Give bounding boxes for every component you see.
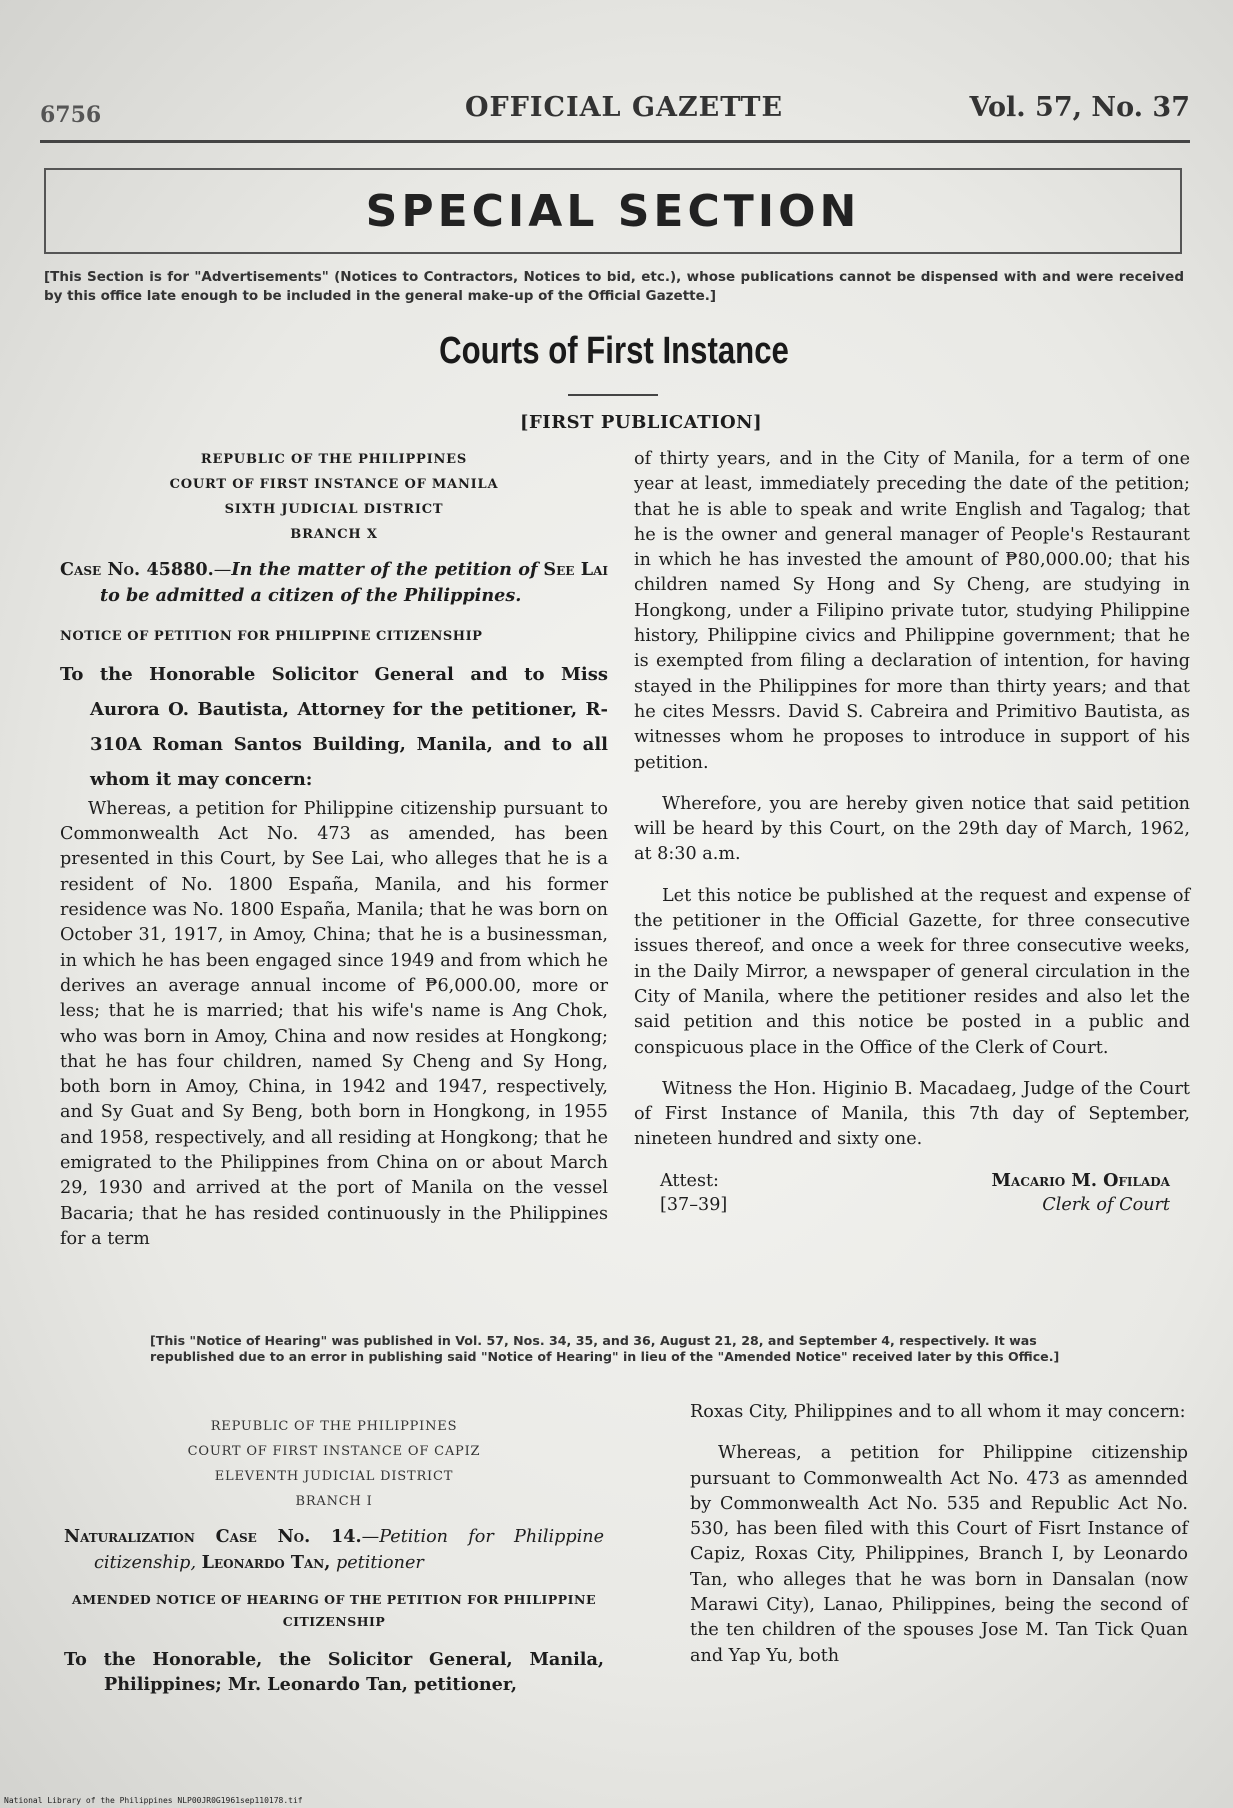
notice-title: AMENDED NOTICE OF HEARING OF THE PETITION FOR PHILIPPINE CITIZENSHIP <box>72 1591 596 1629</box>
court-line: REPUBLIC OF THE PHILIPPINES <box>200 452 468 467</box>
notice2-left-column <box>64 1414 604 1697</box>
court-line: REPUBLIC OF THE PHILIPPINES <box>210 1419 458 1434</box>
notice2-right-column <box>690 1400 1188 1669</box>
hearing-notice: Wherefore, you are hereby given notice that said petition will be heard by this Court, on the 29th day of March, 1962, at 8:30 a.m. <box>634 793 1190 865</box>
signer-name: Macario M. Ofilada <box>991 1169 1170 1191</box>
petitioner-name: See Lai <box>543 559 608 580</box>
attestation <box>634 1169 1190 1219</box>
court-line: ELEVENTH JUDICIAL DISTRICT <box>214 1469 454 1484</box>
petition-body: Whereas, a petition for Philippine citizenship pursuant to Commonwealth Act No. 473 as amended, has been presented in this Court, by See Lai, who alleges that he is a resident of No. 1800 España, Manila, and his former residence was No. 1800 España, Manila; that he was born on October 31, 1917, in Amoy, China; that he is a businessman, in which he has been engaged since 1949 and from which he derives an average annual income of ₱6,000.00, more or less; that he is married; that his wife's name is Ang Chok, who was born in Amoy, China and now resides at Hongkong; that he has four children, named Sy Cheng and Sy Hong, both born in Amoy, China, in 1942 and 1947, respectively, and Sy Guat and Sy Beng, both born in Hongkong, in 1955 and 1958, respectively, and all residing at Hongkong; that he emigrated to the Philippines from China on or about March 29, 1930 and arrived at the port of Manila on the vessel Bacaria; that he has resided continuously in the Philippines for a term <box>60 798 608 1249</box>
case-label: Naturalization Case No. 14. <box>64 1526 362 1547</box>
page-number: 6756 <box>40 102 102 128</box>
special-section-note: [This Section is for "Advertisements" (Notices to Contractors, Notices to bid, etc.), whose publications cannot be dispensed with and were received by this office late enough to be included in the general make-up of the Official Gazette.] <box>44 269 1184 304</box>
case-heading: Naturalization Case No. 14.—Petition for Philippine citizenship, Leonardo Tan, petitioner <box>64 1526 604 1574</box>
special-section-box <box>44 168 1182 254</box>
scan-footer: National Library of the Philippines NLP00JR0G1961sep110178.tif <box>4 1796 303 1805</box>
court-line: SIXTH JUDICIAL DISTRICT <box>224 502 444 517</box>
header-rule <box>40 140 1190 143</box>
addressee: To the Honorable Solicitor General and to Miss Aurora O. Bautista, Attorney for the petitioner, R-310A Roman Santos Building, Manila, and to all whom it may concern: <box>60 663 608 790</box>
volume-label: Vol. 57, No. 37 <box>969 92 1190 123</box>
court-line: BRANCH I <box>295 1494 373 1509</box>
petition-body-cont: of thirty years, and in the City of Manila, for a term of one year at least, immediately preceding the date of the petition; that he is able to speak and write English and Tagalog; that he is the owner and general manager of People's Restaurant in which he has invested the amount of ₱80,000.00; that his children named Sy Hong and Sy Cheng, are studying in Hongkong, under a Filipino private tutor, studying Philippine history, Philippine civics and Philippine government; that he is exempted from filing a declaration of intention, for having stayed in the Philippines for more than thirty years; and that he cites Messrs. David S. Cabreira and Primitivo Bautista, as witnesses whom he proposes to introduce in support of his petition. <box>634 449 1190 773</box>
publication-title: OFFICIAL GAZETTE <box>465 92 784 123</box>
court-line: BRANCH X <box>290 527 378 542</box>
page-header <box>40 92 1190 132</box>
notice1-left-column <box>60 447 608 1252</box>
court-line: COURT OF FIRST INSTANCE OF MANILA <box>169 477 499 492</box>
case-heading: Case No. 45880.—In the matter of the petition of See Lai to be admitted a citizen of the Philippines. <box>60 559 608 607</box>
courts-heading: Courts of First Instance <box>439 330 789 372</box>
witness-statement: Witness the Hon. Higinio B. Macadaeg, Judge of the Court of First Instance of Manila, this 7th day of September, nineteen hundred and sixty one. <box>634 1078 1190 1150</box>
republication-note: [This "Notice of Hearing" was published in Vol. 57, Nos. 34, 35, and 36, August 21, 28, and September 4, respectively. It was republished due to an error in publishing said "Notice of Hearing" in lieu of the "Amended Notice" received later by this Office.] <box>150 1333 1060 1364</box>
issue-numbers: [37–39] <box>660 1194 728 1215</box>
petitioner-role: petitioner <box>335 1553 424 1574</box>
publication-order: Let this notice be published at the request and expense of the petitioner in the Official Gazette, for three consecutive issues thereof, and once a week for three consecutive weeks, in the Daily Mirror, a newspaper of general circulation in the City of Manila, where the petitioner resides and also let the said petition and this notice be posted in a public and conspicuous place in the Office of the Clerk of Court. <box>634 885 1190 1058</box>
first-publication-label: [FIRST PUBLICATION] <box>520 412 763 433</box>
attest-label: Attest: <box>660 1170 719 1191</box>
petitioner-name: Leonardo Tan, <box>201 1552 331 1574</box>
case-title-b: to be admitted a citizen of the Philippines. <box>100 585 522 607</box>
courts-rule <box>568 394 658 396</box>
notice-title: NOTICE OF PETITION FOR PHILIPPINE CITIZENSHIP <box>60 628 483 644</box>
notice1-right-column <box>634 447 1190 1219</box>
addressee-cont: Roxas City, Philippines and to all whom it may concern: <box>690 1402 1186 1422</box>
case-title-a: In the matter of the petition of <box>231 559 538 580</box>
special-section-title: SPECIAL SECTION <box>365 186 861 237</box>
case-title: Petition for Philippine citizenship, <box>94 1527 604 1574</box>
court-line: COURT OF FIRST INSTANCE OF CAPIZ <box>187 1444 481 1459</box>
addressee: To the Honorable, the Solicitor General, Manila, Philippines; Mr. Leonardo Tan, petitioner, <box>64 1648 604 1695</box>
signer-title: Clerk of Court <box>1042 1194 1170 1215</box>
case-label: Case No. 45880. <box>60 559 214 580</box>
signature-block <box>992 1169 1170 1217</box>
attest-block <box>660 1169 727 1217</box>
petition-body: Whereas, a petition for Philippine citizenship pursuant to Commonwealth Act No. 473 as amennded by Commonwealth Act No. 535 and Republic Act No. 530, has been filed with this Court of Fisrt Instance of Capiz, Roxas City, Philippines, Branch I, by Leonardo Tan, who alleges that he was born in Dansalan (now Marawi City), Lanao, Philippines, being the second of the ten children of the spouses Jose M. Tan Tick Quan and Yap Yu, both <box>690 1443 1188 1666</box>
